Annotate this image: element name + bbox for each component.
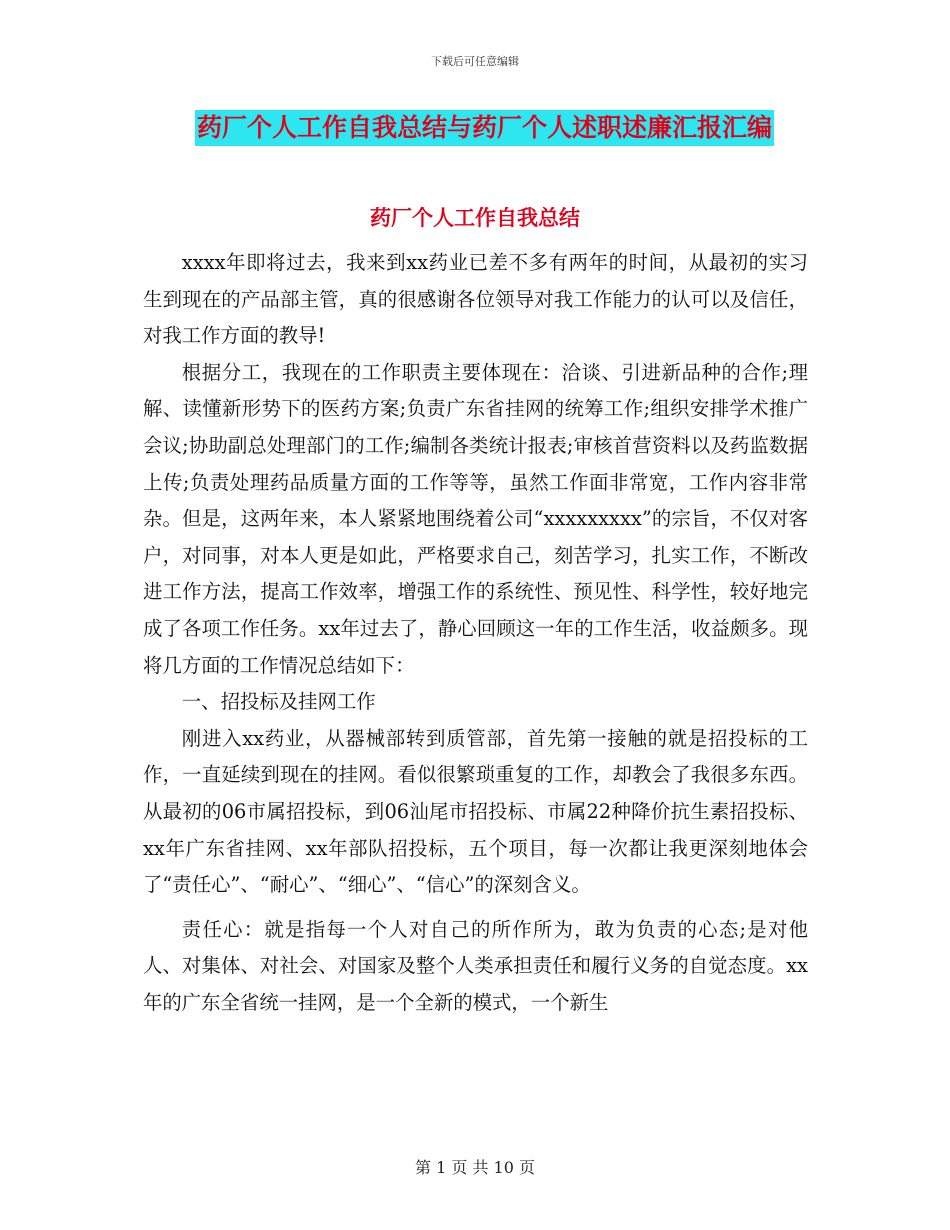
section-title: 药厂个人工作自我总结 <box>370 206 580 230</box>
paragraph-responsibility: 责任心：就是指每一个人对自己的所作所为，敢为负责的心态;是对他人、对集体、对社会、对国家及整个人类承担责任和履行义务的自觉态度。xx年的广东全省统一挂网，是一个全新的模式，一个新生 <box>143 917 808 1014</box>
header-note: 下载后可任意编辑 <box>431 55 519 68</box>
paragraph-bidding: 刚进入xx药业，从器械部转到质管部，首先第一接触的就是招投标的工作，一直延续到现在的挂网。看似很繁琐重复的工作，却教会了我很多东西。从最初的06市属招投标，到06汕尾市招投标、市属22种降价抗生素招投标、xx年广东省挂网、xx年部队招投标，五个项目，每一次都让我更深刻地体会了“责任心”、“耐心”、“细心”、“信心”的深刻含义。 <box>143 726 808 897</box>
document-title: 药厂个人工作自我总结与药厂个人述职述廉汇报汇编 <box>195 110 774 146</box>
paragraph-duties: 根据分工，我现在的工作职责主要体现在：洽谈、引进新品种的合作;理解、读懂新形势下的医药方案;负责广东省挂网的统筹工作;组织安排学术推广会议;协助副总处理部门的工作;编制各类统计报表;审核首营资料以及药监数据上传;负责处理药品质量方面的工作等等，虽然工作面非常宽，工作内容非常杂。但是，这两年来，本人紧紧地围绕着公司“xxxxxxxxx”的宗旨，不仅对客户，对同事，对本人更是如此，严格要求自己，刻苦学习，扎实工作，不断改进工作方法，提高工作效率，增强工作的系统性、预见性、科学性，较好地完成了各项工作任务。xx年过去了，静心回顾这一年的工作生活，收益颇多。现将几方面的工作情况总结如下： <box>143 360 808 677</box>
paragraph-heading-bidding: 一、招投标及挂网工作 <box>181 690 376 714</box>
paragraph-intro: xxxx年即将过去，我来到xx药业已差不多有两年的时间，从最初的实习生到现在的产品部主管，真的很感谢各位领导对我工作能力的认可以及信任，对我工作方面的教导! <box>143 251 808 348</box>
page-footer: 第 1 页 共 10 页 <box>415 1158 535 1177</box>
document-body <box>143 245 808 1021</box>
